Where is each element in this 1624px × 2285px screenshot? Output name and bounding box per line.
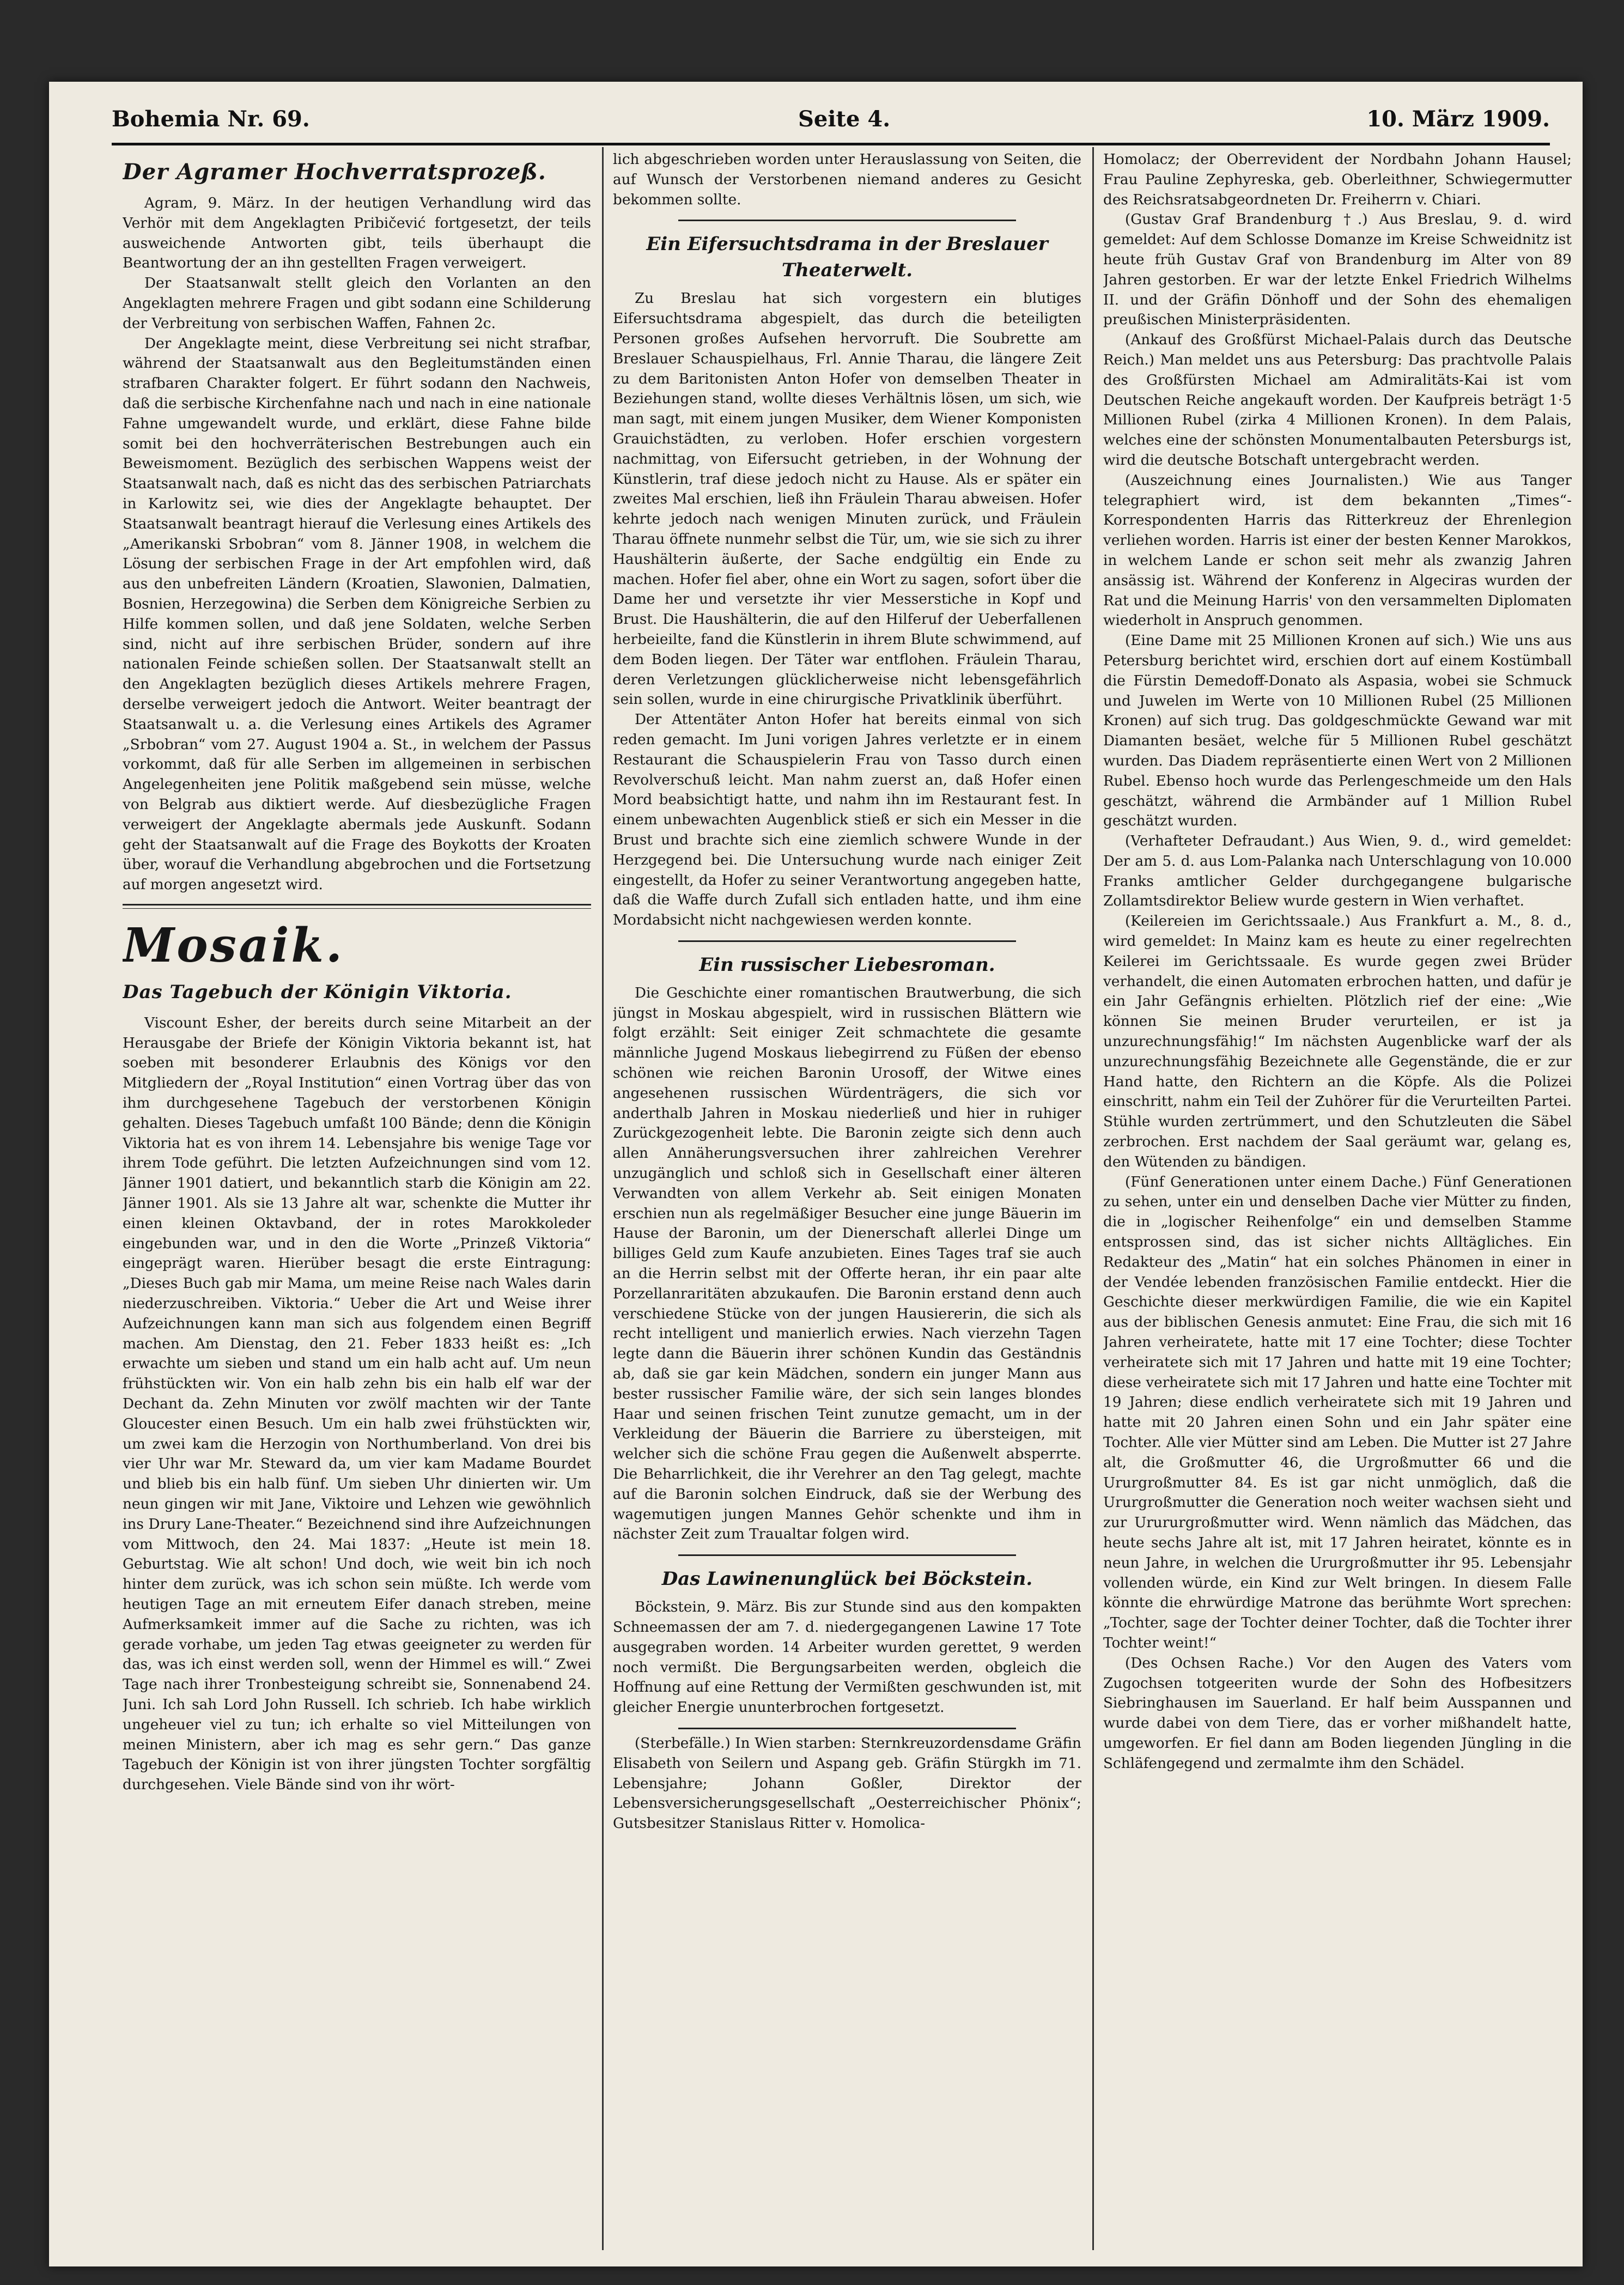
header-rule: [112, 143, 1550, 145]
paragraph: Der Attentäter Anton Hofer hat bereits einmal von sich reden gemacht. Im Juni vorigen Jahres verletzte er in einem Restaurant die Schauspielerin Frau von Tasso durch einen Revolverschuß leicht. Man nahm zuerst an, daß Hofer einen Mord beabsichtigt hatte, und nahm ihn im Restaurant fest. In einem unbewachten Augenblick stieß er sich ein Messer in die Brust und brachte sich eine ziemlich schwere Wunde in der Herzgegend bei. Die Untersuchung wurde nach einiger Zeit eingestellt, da Hofer zu seiner Verantwortung angegeben hatte, daß die Waffe durch Zufall sich entladen hatte, und ihm eine Mordabsicht nicht nachgewiesen werden konnte.: [613, 712, 1081, 929]
paragraph: (Eine Dame mit 25 Millionen Kronen auf sich.) Wie uns aus Petersburg berichtet wird, erschien dort auf einem Kostümball die Fürstin Demedoff-Donato als Aspasia, wobei sie Schmuck und Juwelen im Werte von 10 Millionen Rubel (25 Millionen Kronen) auf sich trug. Das goldgeschmückte Gewand war mit Diamanten besäet, welche für 5 Millionen Rubel geschätzt wurden. Das Diadem repräsentierte einen Wert von 2 Millionen Rubel. Ebenso hoch wurde das Perlengeschmeide um den Hals geschätzt, während die Armbänder auf 1 Million Rubel geschätzt wurden.: [1103, 633, 1572, 830]
paragraph: (Ankauf des Großfürst Michael-Palais durch das Deutsche Reich.) Man meldet uns aus Petersburg: Das prachtvolle Palais des Großfürsten Michael am Admiralitäts-Kai ist vom Deutschen Reiche angekauft worden. Der Kaufpreis beträgt 1·5 Millionen Rubel (zirka 4 Millionen Kronen). In dem Palais, welches eine der schönsten Monumentalbauten Petersburgs ist, wird die deutsche Botschaft untergebracht werden.: [1103, 332, 1572, 469]
paragraph: (Auszeichnung eines Journalisten.) Wie aus Tanger telegraphiert wird, ist dem bekannten „Times“-Korrespondenten Harris das Ritterkreuz der Ehrenlegion verliehen worden. Harris ist einer der besten Kenner Marokkos, in welchem Lande er schon seit mehr als zwanzig Jahren ansässig ist. Während der Konferenz in Algeciras wurden der Rat und die Meinung Harris' von den versammelten Diplomaten wiederholt in Anspruch genommen.: [1103, 472, 1572, 629]
section-rule: [123, 904, 591, 909]
column-1: [123, 150, 591, 2264]
headline-eifersucht: Ein Eifersuchtsdrama in der Breslauer Theaterwelt.: [646, 233, 1048, 282]
page-header: [112, 106, 1550, 144]
paragraph: (Fünf Generationen unter einem Dache.) Fünf Generationen zu sehen, unter ein und denselben Dache vier Mütter zu finden, die in „logischer Reihenfolge“ ein und demselben Stamme entsprossen sind, das ist sicher nichts Alltägliches. Ein Redakteur des „Matin“ hat ein solches Phänomen in einer in der Vendée lebenden französischen Familie entdeckt. Hier die Geschichte dieser merkwürdigen Familie, die wie ein Kapitel aus der biblischen Genesis anmutet: Eine Frau, die sich mit 16 Jahren verheiratete, hatte mit 17 eine Tochter; diese Tochter verheiratete sich mit 17 Jahren und hatte mit 19 eine Tochter; diese verheiratete sich mit 17 Jahren und hatte eine Tochter mit 19 Jahren; diese endlich verheiratete sich mit 19 Jahren und hatte mit 20 Jahren einen Sohn und ein Jahr später eine Tochter. Alle vier Mütter sind am Leben. Die Mutter ist 27 Jahre alt, die Großmutter 46, die Urgroßmutter 66 und die Ururgroßmutter 84. Es ist gar nicht unmöglich, daß die Ururgroßmutter die Generation noch weiter wachsen sieht und zur Urururgroßmutter wird. Wenn nämlich das Mädchen, das heute sechs Jahre alt ist, mit 17 Jahren heiratet, könnte es in neun Jahre, in welchen die Ururgroßmutter ihr 95. Lebensjahr vollenden würde, ein Kind zur Welt bringen. In diesem Falle könnte die ehrwürdige Matrone das berühmte Wort sprechen: „Tochter, sage der Tochter deiner Tochter, daß die Tochter ihrer Tochter weint!“: [1103, 1174, 1572, 1651]
column-divider: [602, 147, 604, 2250]
headline-lawine: Das Lawinenunglück bei Böckstein.: [661, 1568, 1033, 1590]
headline-tagebuch: Das Tagebuch der Königin Viktoria.: [123, 981, 512, 1003]
paragraph: (Keilereien im Gerichtssaale.) Aus Frankfurt a. M., 8. d., wird gemeldet: In Mainz kam es heute zu einer regelrechten Keilerei im Gerichtssaale. Es wurde gegen zwei Brüder verhandelt, die einen Automaten erbrochen hatten, und dafür je ein Jahr Gefängnis erhielten. Plötzlich rief der eine: „Wie können Sie meinen Bruder verurteilen, er ist ja unzurechnungsfähig!“ Im nächsten Augenblicke warf der als unzurechnungsfähig Bezeichnete alle Gegenstände, die er zur Hand hatte, den Richtern an die Köpfe. Als die Polizei einschritt, nahm ein Teil der Zuhörer für die Verurteilten Partei. Stühle wurden zertrümmert, und den Schutzleuten die Säbel zerbrochen. Erst nachdem der Saal geräumt war, gelang es, den Wütenden zu bändigen.: [1103, 913, 1572, 1170]
headline-liebesroman: Ein russischer Liebesroman.: [699, 953, 995, 976]
paragraph: (Verhafteter Defraudant.) Aus Wien, 9. d., wird gemeldet: Der am 5. d. aus Lom-Palanka nach Unterschlagung von 10.000 Franks amtlicher Gelder durchgegangene bulgarische Zollamtsdirektor Beliew wurde gestern in Wien verhaftet.: [1103, 833, 1572, 910]
section-title-mosaik: Mosaik.: [123, 917, 344, 973]
header-issue: Bohemia Nr. 69.: [112, 106, 310, 132]
column-2: [613, 150, 1081, 2264]
paragraph: Viscount Esher, der bereits durch seine Mitarbeit an der Herausgabe der Briefe der Königin Viktoria bekannt ist, hat soeben mit besonderer Erlaubnis des Königs vor den Mitgliedern der „Royal Institution“ einen Vortrag über das von ihm durchgesehene Tagebuch der verstorbenen Königin gehalten. Dieses Tagebuch umfaßt 100 Bände; denn die Königin Viktoria hat es von ihrem 14. Lebensjahre bis wenige Tage vor ihrem Tode geführt. Die letzten Aufzeichnungen sind vom 12. Jänner 1901 datiert, und bekanntlich starb die Königin am 22. Jänner 1901. Als sie 13 Jahre alt war, schenkte die Mutter ihr einen kleinen Oktavband, der in rotes Marokkoleder eingebunden war, und in den die Worte „Prinzeß Viktoria“ eingeprägt waren. Hierüber besagt die erste Eintragung: „Dieses Buch gab mir Mama, um meine Reise nach Wales darin niederzuschreiben. Viktoria.“ Ueber die Art und Weise ihrer Aufzeichnungen kann man sich aus folgendem einen Begriff machen. Am Dienstag, den 21. Feber 1833 heißt es: „Ich erwachte um sieben und stand um ein halb acht auf. Um neun frühstückten wir. Von ein halb zehn bis ein halb elf war der Dechant da. Zehn Minuten vor zwölf machten wir der Tante Gloucester einen Besuch. Um ein halb zwei frühstückten wir, um zwei kam die Herzogin von Northumberland. Von drei bis vier Uhr war Mr. Steward da, um vier kam Madame Bourdet und blieb bis ein halb fünf. Um sieben Uhr dinierten wir. Um neun gingen wir mit Jane, Viktoire und Lehzen wie gewöhnlich ins Drury Lane-Theater.“ Bezeichnend sind ihre Aufzeichnungen vom Mittwoch, den 24. Mai 1837: „Heute ist mein 18. Geburtstag. Wie alt schon! Und doch, wie weit bin ich noch hinter dem zurück, was ich schon sein müßte. Ich werde vom heutigen Tage an mit erneutem Eifer danach streben, meine Aufmerksamkeit immer auf die Sache zu richten, was ich gerade vorhabe, um jeden Tag etwas geeigneter zu werden für das, was ich einst werden soll, wenn der Himmel es will.“ Zwei Tage nach ihrer Tronbesteigung schreibt sie, Sonnenabend 24. Juni. Ich sah Lord John Russell. Ich schrieb. Ich habe wirklich ungeheuer viel zu tun; ich erhalte so viel Mitteilungen von meinen Ministern, aber ich mag es sehr gern.“ Das ganze Tagebuch der Königin ist von ihrer jüngsten Tochter sorgfältig durchgesehen. Viele Bände sind von ihr wört-: [123, 1014, 591, 1794]
paragraph: Homolacz; der Oberrevident der Nordbahn Johann Hausel; Frau Pauline Zephyreska, geb. Oberleithner, Schwiegermutter des Reichsratsabgeordneten Dr. Freiherrn v. Chiari.: [1103, 151, 1572, 208]
column-3: [1103, 150, 1572, 2264]
headline-agram: Der Agramer Hochverratsprozeß.: [123, 159, 546, 185]
paragraph: Die Geschichte einer romantischen Brautwerbung, die sich jüngst in Moskau abgespielt, wird in russischen Blättern wie folgt erzählt: Seit einiger Zeit schmachtete die gesamte männliche Jugend Moskaus liebegirrend zu Füßen der ebenso schönen wie reichen Baronin Urosoff, der Witwe eines angesehenen russischen Würdenträgers, die sich vor anderthalb Jahren in Moskau niederließ und hier in ruhiger Zurückgezogenheit lebte. Die Baronin zeigte sich denn auch allen Annäherungsversuchen ihrer zahlreichen Verehrer unzugänglich und schloß sich in Gesellschaft einer älteren Verwandten von allem Verkehr ab. Seit einigen Monaten erschien nun als regelmäßiger Besucher eine junge Bäuerin im Hause der Baronin, um der Dienerschaft allerlei Dinge um billiges Geld zum Kaufe anzubieten. Eines Tages traf sie auch an die Herrin selbst mit der Offerte heran, ihr ein paar alte Porzellanraritäten abzukaufen. Die Baronin erstand denn auch verschiedene Stücke von der jungen Hausiererin, die sich als recht intelligent und manierlich erwies. Nach vierzehn Tagen legte dann die Bäuerin ihrer schönen Kundin das Geständnis ab, daß sie gar kein Mädchen, sondern ein junger Mann aus bester russischer Familie wäre, der sich sein langes blondes Haar und seinen frischen Teint zunutze gemacht, um in der Verkleidung der Bäuerin die Barriere zu übersteigen, mit welcher sich die schöne Frau gegen die Außenwelt absperrte. Die Beharrlichkeit, die ihr Verehrer an den Tag gelegt, machte auf die Baronin solchen Eindruck, daß sie der Werbung des wagemutigen jungen Mannes Gehör schenkte und ihm in nächster Zeit zum Traualtar folgen wird.: [613, 985, 1081, 1543]
paragraph: Der Staatsanwalt stellt gleich den Vorlanten an den Angeklagten mehrere Fragen und gibt sodann eine Schilderung der Verbreitung von serbischen Waffen, Fahnen 2c.: [123, 275, 591, 332]
separator-rule: [678, 220, 1016, 221]
paragraph: Böckstein, 9. März. Bis zur Stunde sind aus den kompakten Schneemassen der am 7. d. niedergegangenen Lawine 17 Tote ausgegraben worden. 14 Arbeiter wurden gerettet, 9 werden noch vermißt. Die Bergungsarbeiten werden, obgleich die Hoffnung auf eine Rettung der Vermißten geschwunden ist, mit gleicher Energie ununterbrochen fortgesetzt.: [613, 1599, 1081, 1716]
column-divider: [1092, 147, 1094, 2250]
paragraph: Agram, 9. März. In der heutigen Verhandlung wird das Verhör mit dem Angeklagten Pribičević fortgesetzt, der teils ausweichende Antworten gibt, teils überhaupt die Beantwortung der an ihn gestellten Fragen verweigert.: [123, 195, 591, 272]
paragraph: (Des Ochsen Rache.) Vor den Augen des Vaters vom Zugochsen totgeeriten wurde der Sohn des Hofbesitzers Siebringhausen im Sauerland. Er half beim Ausspannen und wurde dabei von dem Tiere, das er vorher mißhandelt hatte, umgeworfen. Er fiel dann am Boden liegenden Jüngling in die Schläfengegend und zermalmte ihm den Schädel.: [1103, 1655, 1572, 1772]
paragraph: (Sterbefälle.) In Wien starben: Sternkreuzordensdame Gräfin Elisabeth von Seilern und Aspang geb. Gräfin Stürgkh im 71. Lebensjahre; Johann Goßler, Direktor der Lebensversicherungsgesellschaft „Oesterreichischer Phönix“; Gutsbesitzer Stanislaus Ritter v. Homolica-: [613, 1735, 1081, 1832]
paragraph: lich abgeschrieben worden unter Herauslassung von Seiten, die auf Wunsch der Verstorbenen niemand anderes zu Gesicht bekommen sollte.: [613, 151, 1081, 208]
separator-rule: [678, 940, 1016, 942]
paragraph: Der Angeklagte meint, diese Verbreitung sei nicht strafbar, während der Staatsanwalt aus den Begleitumständen einen strafbaren Charakter folgert. Er führt sodann den Nachweis, daß die serbische Kirchenfahne nach und nach in eine nationale Fahne umgewandelt wurde, und erklärt, diese Fahne bilde somit bei den hochverräterischen Bestrebungen auch ein Beweismoment. Bezüglich des serbischen Wappens weist der Staatsanwalt nach, daß es nicht das des serbischen Patriarchats in Karlowitz sei, wie dies der Angeklagte behauptet. Der Staatsanwalt beantragt hierauf die Verlesung eines Artikels des „Amerikanski Srbobran“ vom 8. Jänner 1908, in welchem die Lösung der serbischen Frage in der Art empfohlen wird, daß aus den unbefreiten Ländern (Kroatien, Slawonien, Dalmatien, Bosnien, Herzegowina) die Serben dem Königreiche Serbien zu Hilfe kommen sollen, und daß jene Soldaten, welche Serben sind, nicht auf ihre serbischen Brüder, sondern auf ihre nationalen Feinde schießen sollen. Der Staatsanwalt stellt an den Angeklagten bezüglich dieses Artikels mehrere Fragen, derselbe verweigert jedoch die Antwort. Weiter beantragt der Staatsanwalt u. a. die Verlesung eines Artikels des Agramer „Srbobran“ vom 27. August 1904 a. St., in welchem der Passus vorkommt, daß für alle Serben im allgemeinen in serbischen Angelegenheiten jene Politik maßgebend sein müsse, welche von Belgrab aus diktiert werde. Auf diesbezügliche Fragen verweigert der Angeklagte abermals jede Auskunft. Sodann geht der Staatsanwalt auf die Frage des Boykotts der Kroaten über, worauf die Verhandlung abgebrochen und die Fortsetzung auf morgen angesetzt wird.: [123, 335, 591, 894]
header-date: 10. März 1909.: [1366, 106, 1550, 132]
separator-rule: [678, 1728, 1016, 1729]
paragraph: (Gustav Graf Brandenburg †.) Aus Breslau, 9. d. wird gemeldet: Auf dem Schlosse Domanze im Kreise Schweidnitz ist heute früh Gustav Graf von Brandenburg im Alter von 89 Jahren gestorben. Er war der letzte Enkel Friedrich Wilhelms II. und der Gräfin Dönhoff und der Sohn des ehemaligen preußischen Ministerpräsidenten.: [1103, 211, 1572, 329]
header-page-number: Seite 4.: [798, 106, 891, 132]
paragraph: Zu Breslau hat sich vorgestern ein blutiges Eifersuchtsdrama abgespielt, das durch die beteiligten Personen großes Aufsehen hervorruft. Die Soubrette am Breslauer Schauspielhaus, Frl. Annie Tharau, die längere Zeit zu dem Baritonisten Anton Hofer von demselben Theater in Beziehungen stand, wollte dieses Verhältnis lösen, um sich, wie man sagt, mit einem jungen Musiker, dem Wiener Komponisten Grauichstädten, zu verloben. Hofer erschien vorgestern nachmittag, von Eifersucht getrieben, in der Wohnung der Künstlerin, traf diese jedoch nicht zu Hause. Als er später ein zweites Mal erschien, ließ ihn Fräulein Tharau abweisen. Hofer kehrte jedoch nach wenigen Minuten zurück, und Fräulein Tharau öffnete nunmehr selbst die Tür, um, wie sie sich zu ihrer Haushälterin äußerte, der Sache endgültig ein Ende zu machen. Hofer fiel aber, ohne ein Wort zu sagen, sofort über die Dame her und versetzte ihr vier Messerstiche in Kopf und Brust. Die Haushälterin, die auf den Hilferuf der Ueberfallenen herbeieilte, fand die Künstlerin in ihrem Blute schwimmend, auf dem Boden liegen. Der Täter war entflohen. Fräulein Tharau, deren Verletzungen glücklicherweise nicht lebensgefährlich sein sollen, wurde in eine chirurgische Privatklinik überführt.: [613, 290, 1081, 708]
separator-rule: [678, 1554, 1016, 1556]
